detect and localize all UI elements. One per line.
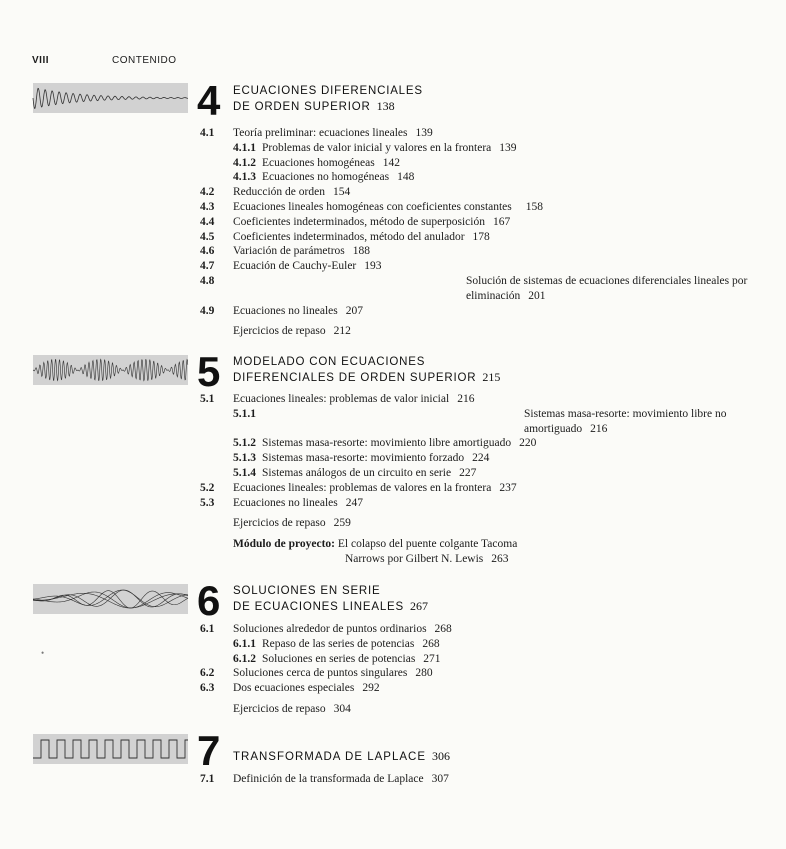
chapter-5-title-line-2: DIFERENCIALES DE ORDEN SUPERIOR: [233, 372, 477, 384]
toc-entry[interactable]: 7.1 Definición de la transformada de Laplace 307: [200, 773, 449, 785]
beat-oscillation-icon: [33, 355, 188, 385]
chapter-7-number: 7: [197, 727, 221, 774]
review-exercises[interactable]: Ejercicios de repaso 304: [233, 702, 351, 715]
toc-entry[interactable]: 4.1 Teoría preliminar: ecuaciones lineales 139: [200, 127, 433, 139]
scan-speck: •: [41, 648, 45, 658]
project-module-page: 263: [491, 553, 509, 566]
project-module-line-2: Narrows por Gilbert N. Lewis: [345, 553, 484, 566]
toc-entry[interactable]: 5.1.3 Sistemas masa-resorte: movimiento forzado 224: [233, 452, 490, 465]
toc-entry[interactable]: 6.1.1 Repaso de las series de potencias 268: [233, 637, 440, 650]
running-header: CONTENIDO: [112, 55, 177, 66]
chapter-7-wave-graphic: [33, 734, 188, 764]
chapter-4-title: [233, 84, 423, 115]
toc-entry[interactable]: 5.3 Ecuaciones no lineales 247: [200, 496, 363, 509]
toc-entry[interactable]: 5.1 Ecuaciones lineales: problemas de valor inicial 216: [200, 393, 475, 405]
toc-entry[interactable]: 4.1.1 Problemas de valor inicial y valores en la frontera 139: [233, 141, 517, 154]
chapter-5-title-line-1: MODELADO CON ECUACIONES: [233, 356, 426, 368]
chapter-4-number: 4: [197, 77, 221, 124]
toc-entry[interactable]: 4.8 Solución de sistemas de ecuaciones diferenciales lineales por eliminación 201: [200, 274, 748, 302]
toc-entry[interactable]: 5.2 Ecuaciones lineales: problemas de valores en la frontera 237: [200, 481, 517, 494]
toc-entry[interactable]: 4.3 Ecuaciones lineales homogéneas con coeficientes constantes 158: [200, 200, 544, 213]
toc-entry[interactable]: 5.1.4 Sistemas análogos de un circuito en serie 227: [233, 466, 477, 479]
chapter-5-entries: [0, 392, 727, 567]
chapter-4-entries: [0, 126, 748, 339]
chapter-7-title-line-1: TRANSFORMADA DE LAPLACE: [233, 751, 426, 763]
toc-entry[interactable]: 6.3 Dos ecuaciones especiales 292: [200, 682, 380, 695]
project-module-label: Módulo de proyecto:: [233, 538, 336, 551]
project-module[interactable]: [233, 537, 600, 567]
toc-entry[interactable]: 6.1.2 Soluciones en series de potencias 271: [233, 652, 441, 665]
chapter-4-title-line-2: DE ORDEN SUPERIOR: [233, 101, 371, 113]
chapter-6-title: [233, 584, 428, 615]
chapter-7-entries: [0, 772, 600, 787]
toc-entry[interactable]: 5.1.2 Sistemas masa-resorte: movimiento libre amortiguado 220: [233, 437, 537, 450]
chapter-4-title-line-1: ECUACIONES DIFERENCIALES: [233, 85, 423, 97]
toc-entry[interactable]: 4.7 Ecuación de Cauchy-Euler 193: [200, 260, 382, 273]
toc-entry[interactable]: 6.1 Soluciones alrededor de puntos ordinarios 268: [200, 623, 452, 635]
toc-entry[interactable]: 4.9 Ecuaciones no lineales 207: [200, 304, 363, 317]
toc-entry[interactable]: 4.1.3 Ecuaciones no homogéneas 148: [233, 171, 415, 184]
toc-entry[interactable]: 4.1.2 Ecuaciones homogéneas 142: [233, 156, 400, 169]
review-exercises[interactable]: Ejercicios de repaso 212: [233, 325, 351, 338]
page-number: VIII: [32, 55, 50, 66]
series-curves-icon: [33, 584, 188, 614]
toc-entry[interactable]: 6.2 Soluciones cerca de puntos singulares 280: [200, 667, 433, 680]
chapter-5-number: 5: [197, 348, 221, 395]
square-wave-icon: [33, 734, 188, 764]
chapter-5-wave-graphic: [33, 355, 188, 385]
chapter-4-wave-graphic: [33, 83, 188, 113]
project-module-line-1: El colapso del puente colgante Tacoma: [337, 538, 518, 551]
chapter-6-page: 267: [409, 599, 428, 613]
chapter-4-page: 138: [376, 99, 395, 113]
chapter-6-title-line-1: SOLUCIONES EN SERIE: [233, 585, 381, 597]
toc-entry[interactable]: 5.1.1 Sistemas masa-resorte: movimiento libre no amortiguado 216: [233, 407, 727, 435]
review-exercises[interactable]: Ejercicios de repaso 259: [233, 517, 351, 530]
toc-entry[interactable]: 4.2 Reducción de orden 154: [200, 186, 351, 199]
chapter-6-wave-graphic: [33, 584, 188, 614]
chapter-5-title: [233, 355, 500, 386]
chapter-7-title: [233, 749, 450, 765]
toc-entry[interactable]: 4.4 Coeficientes indeterminados, método de superposición 167: [200, 215, 511, 228]
chapter-6-entries: [0, 622, 600, 717]
chapter-7-page: 306: [431, 749, 450, 763]
toc-entry[interactable]: 4.6 Variación de parámetros 188: [200, 245, 371, 258]
chapter-6-number: 6: [197, 577, 221, 624]
chapter-6-title-line-2: DE ECUACIONES LINEALES: [233, 601, 404, 613]
toc-entry[interactable]: 4.5 Coeficientes indeterminados, método del anulador 178: [200, 230, 490, 243]
damped-oscillation-icon: [33, 83, 188, 113]
series-curve: [33, 591, 188, 608]
chapter-5-page: 215: [482, 370, 501, 384]
